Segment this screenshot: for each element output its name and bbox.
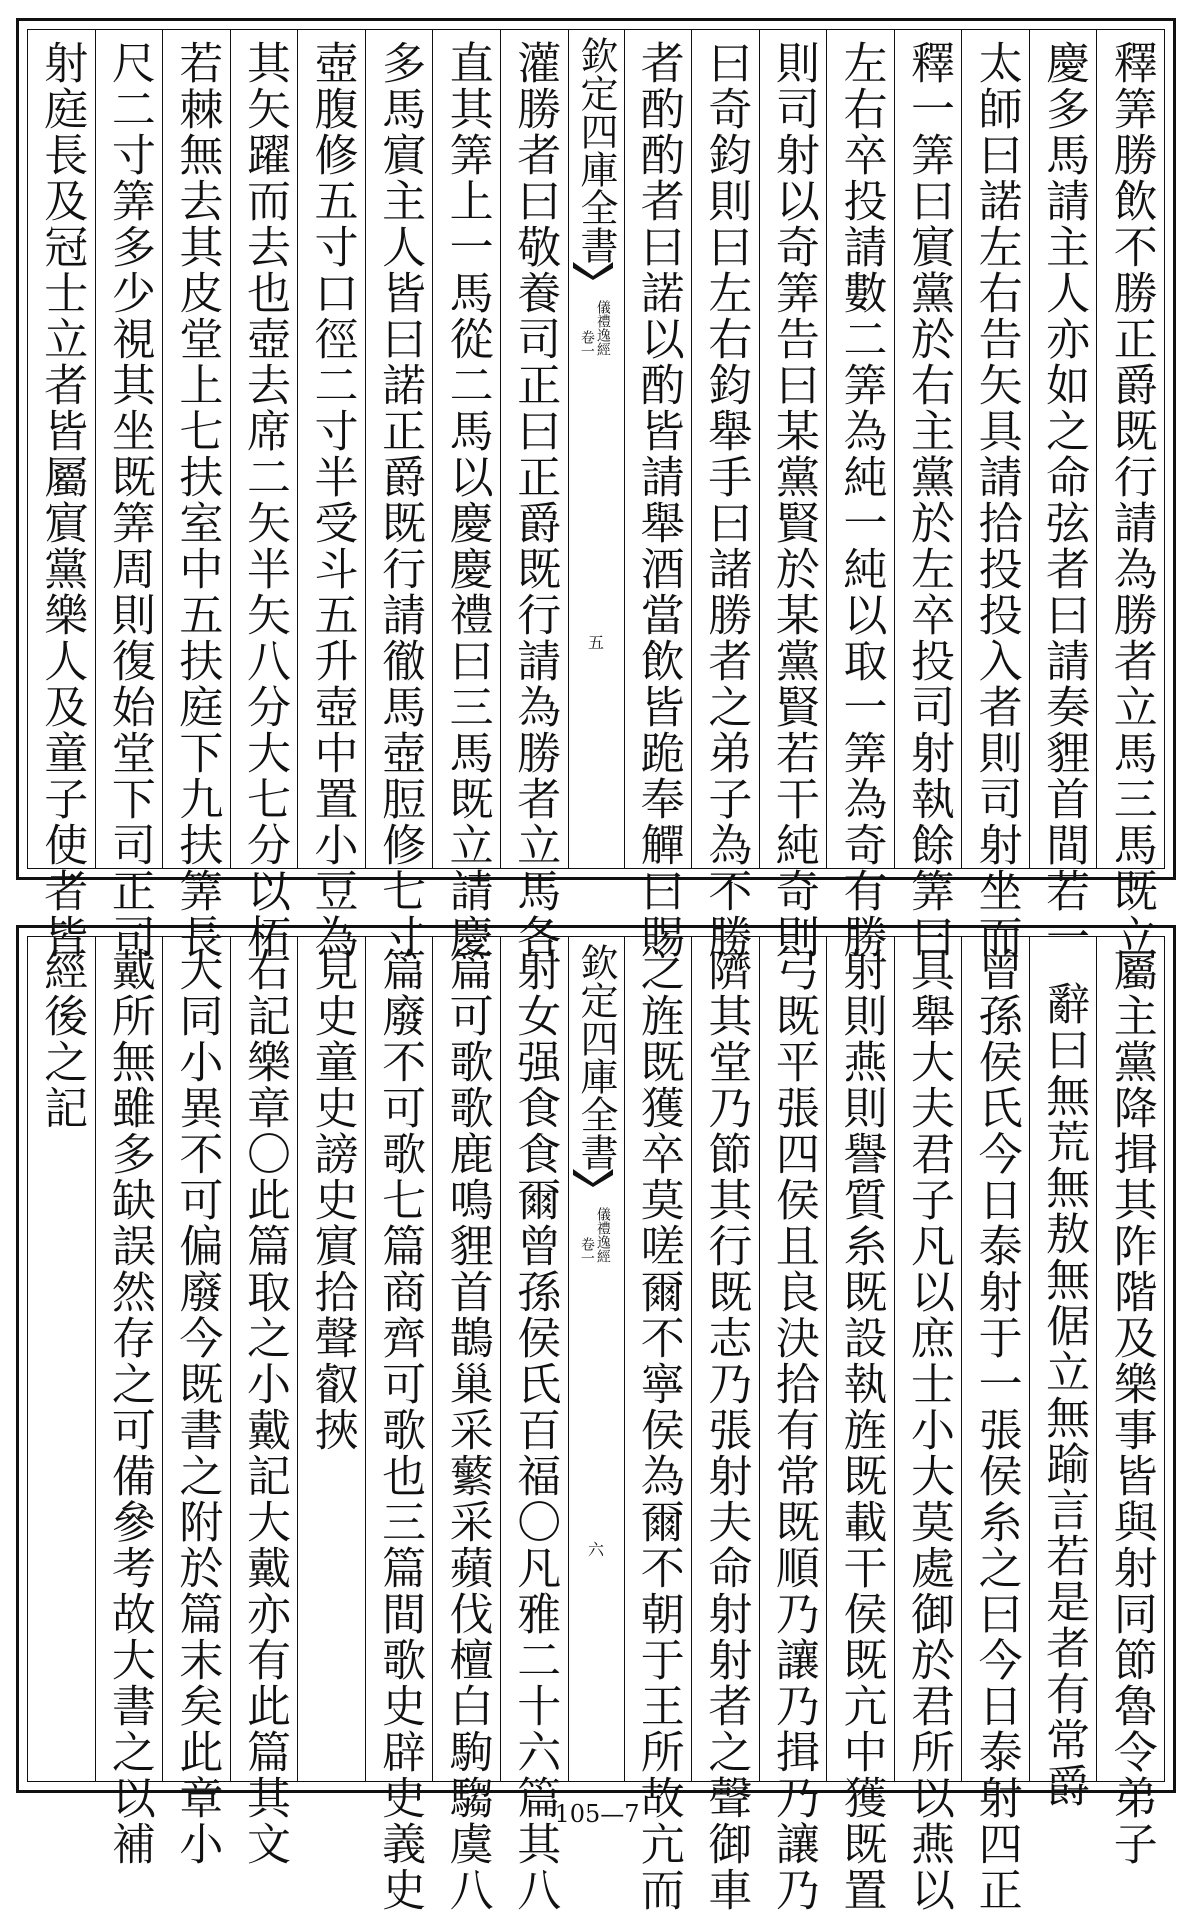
column-text: 見史童史謗史賔拾聲叡挾 [306, 947, 358, 1453]
column-text: 經後之記 [36, 947, 88, 1131]
text-column [961, 30, 1029, 960]
column-text: 具舉大夫君子凡以庶士小大莫處御於君所以燕以 [903, 947, 955, 1913]
text-column [230, 30, 298, 960]
column-text: 慶多馬請主人亦如之命弦者曰請奏貍首間若一 [1038, 40, 1090, 960]
text-column [365, 30, 433, 960]
text-column [162, 30, 230, 960]
column-text: 若棘無去其皮堂上七扶室中五扶庭下九扶筭長 [171, 40, 223, 960]
page-number: 六 [587, 1540, 604, 1559]
text-column [759, 30, 827, 960]
text-column [297, 937, 365, 1781]
text-column [691, 30, 759, 960]
text-column [1096, 937, 1164, 1867]
column-text: 屬主黨降揖其阼階及樂事皆與射同節魯令弟子 [1105, 947, 1157, 1867]
text-column [432, 30, 500, 960]
column-text: 大同小異不可偏廢今既書之附於篇末矣此章小 [171, 947, 223, 1867]
column-text: 之旌既獲卒莫嗟爾不寧侯為爾不朝于王所故亢而 [632, 947, 684, 1913]
page-code: 105—7 [554, 1800, 640, 1828]
fishtail-mark-icon [573, 1169, 613, 1187]
column-text: 者酌酌者曰諾以酌皆請舉酒當飲皆跪奉觶曰賜 [632, 40, 684, 960]
column-text: 戴所無雖多缺誤然存之可備參考故大書之以補 [103, 947, 155, 1867]
column-text: 射女强食食爾曾孫侯氏百福〇凡雅二十六篇其八 [509, 947, 561, 1913]
text-column [162, 937, 230, 1867]
text-column [691, 937, 759, 1913]
column-text: 太師曰諾左右告矢具請拾投投入者則司射坐而 [970, 40, 1022, 960]
column-text: 篇廢不可歌七篇商齊可歌也三篇間歌史辟史義史 [374, 947, 426, 1913]
column-text: 曾孫侯氏今日泰射于一張侯糸之曰今日泰射四正 [970, 947, 1022, 1913]
text-column [624, 30, 692, 960]
text-column [894, 937, 962, 1913]
text-column [826, 937, 894, 1913]
book-name: 儀禮逸經 [594, 300, 611, 356]
book-name: 儀禮逸經 [594, 1207, 611, 1263]
column-text: 尺二寸筭多少視其坐既筭周則復始堂下司正司 [103, 40, 155, 960]
text-column [28, 937, 95, 1781]
column-text: 壺腹修五寸口徑二寸半受斗五升壺中置小豆為 [306, 40, 358, 960]
text-column [624, 937, 692, 1913]
text-column [432, 937, 500, 1913]
text-column [1029, 937, 1097, 1809]
column-text: 曰奇鈞則曰左右鈞舉手曰諸勝者之弟子為不勝 [700, 40, 752, 960]
column-text: 左右卒投請數二筭為純一純以取一筭為奇有勝 [835, 40, 887, 960]
column-text: 篇可歌歌鹿鳴貍首鵲巢采蘩采蘋伐檀白駒騶虞八 [441, 947, 493, 1913]
top-page-inner-frame [27, 29, 1165, 960]
column-text: 釋筭勝飲不勝正爵既行請為勝者立馬三馬既立 [1105, 40, 1157, 960]
center-fold [568, 30, 624, 868]
column-text: 射庭長及冠士立者皆屬賔黨樂人及童子使者皆 [36, 40, 88, 960]
text-column [95, 30, 163, 960]
text-column [95, 937, 163, 1867]
column-text: 射則燕則譽質糸既設執旌既載干侯既亢中獲既置 [835, 947, 887, 1913]
text-column [1096, 30, 1164, 960]
text-column [1029, 30, 1097, 960]
text-column [759, 937, 827, 1913]
column-text: 隮其堂乃節其行既志乃張射夫命射射者之聲御車 [700, 947, 752, 1913]
column-text: 釋一筭曰賔黨於右主黨於左卒投司射執餘筭曰 [903, 40, 955, 960]
page-number: 五 [587, 633, 604, 652]
column-text: 灌勝者曰敬養司正曰正爵既行請為勝者立馬各 [509, 40, 561, 960]
text-column [230, 937, 298, 1867]
book-title: 欽定四庫全書 [574, 943, 618, 1171]
top-page [16, 18, 1176, 960]
center-fold [568, 937, 624, 1781]
column-text: 辭曰無荒無敖無倨立無踰言若是者有常爵 [1038, 981, 1090, 1809]
text-column [826, 30, 894, 960]
volume-label: 卷一 [578, 1237, 595, 1265]
fishtail-mark-icon [573, 262, 613, 280]
column-text: 其矢躍而去也壺去席二矢半矢八分大七分以柘 [238, 40, 290, 960]
text-column [894, 30, 962, 960]
text-column [500, 30, 568, 960]
column-text: 右記樂章〇此篇取之小戴記大戴亦有此篇其文 [238, 947, 290, 1867]
text-column [500, 937, 568, 1913]
text-column [365, 937, 433, 1913]
text-column [28, 30, 95, 960]
volume-label: 卷一 [578, 330, 595, 358]
column-text: 弓既平張四侯且良決拾有常既順乃讓乃揖乃讓乃 [767, 947, 819, 1913]
book-title: 欽定四庫全書 [574, 36, 618, 264]
column-text: 直其筭上一馬從二馬以慶慶禮曰三馬既立請慶 [441, 40, 493, 960]
text-column [961, 937, 1029, 1913]
text-column [297, 30, 365, 960]
column-text: 則司射以奇筭告曰某黨賢於某黨賢若干純奇則 [767, 40, 819, 960]
column-text: 多馬賔主人皆曰諾正爵既行請徹馬壺脰修七寸 [374, 40, 426, 960]
